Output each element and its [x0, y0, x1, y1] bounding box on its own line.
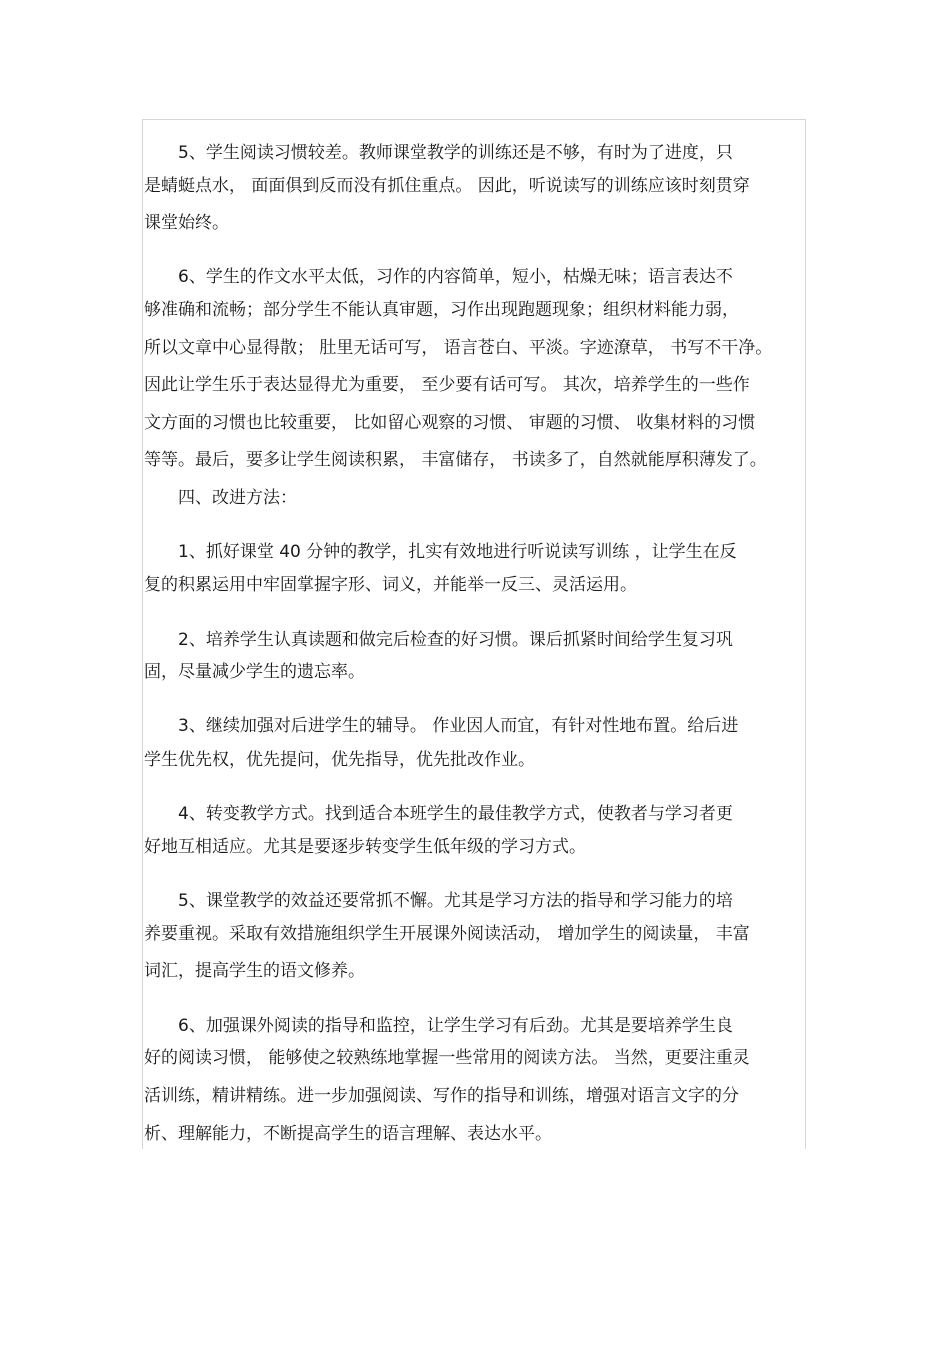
text-line: 词汇，提高学生的语文修养。 [144, 961, 365, 981]
text-line: 够准确和流畅；部分学生不能认真审题，习作出现跑题现象；组织材料能力弱， [144, 300, 739, 320]
text-line: 6、加强课外阅读的指导和监控，让学生学习有后劲。尤其是要培养学生良 [178, 1016, 733, 1036]
text-line: 3、继续加强对后进学生的辅导。 作业因人而宜，有针对性地布置。给后进 [178, 716, 739, 736]
section-heading: 四、改进方法： [178, 488, 297, 508]
text-line: 课堂始终。 [144, 213, 229, 233]
text-line: 活训练，精讲精练。进一步加强阅读、写作的指导和训练，增强对语言文字的分 [144, 1086, 739, 1106]
text-line: 是蜻蜓点水， 面面俱到反而没有抓住重点。 因此，听说读写的训练应该时刻贯穿 [144, 176, 750, 196]
text-line: 文方面的习惯也比较重要， 比如留心观察的习惯、 审题的习惯、 收集材料的习惯 [144, 413, 756, 433]
text-line: 好的阅读习惯， 能够使之较熟练地掌握一些常用的阅读方法。 当然，更要注重灵 [144, 1048, 750, 1068]
text-line: 固，尽量减少学生的遗忘率。 [144, 662, 365, 682]
text-line: 养要重视。采取有效措施组织学生开展课外阅读活动， 增加学生的阅读量， 丰富 [144, 924, 750, 944]
text-line: 5、课堂教学的效益还要常抓不懈。尤其是学习方法的指导和学习能力的培 [178, 891, 733, 911]
text-line: 因此让学生乐于表达显得尤为重要， 至少要有话可写。 其次，培养学生的一些作 [144, 375, 750, 395]
text-line: 学生优先权，优先提问，优先指导，优先批改作业。 [144, 750, 535, 770]
text-line: 析、理解能力，不断提高学生的语言理解、表达水平。 [144, 1124, 552, 1144]
text-line: 等等。最后，要多让学生阅读积累， 丰富储存， 书读多了，自然就能厚积薄发了。 [144, 450, 767, 470]
text-line: 1、抓好课堂 40 分钟的教学，扎实有效地进行听说读写训练 ，让学生在反 [178, 542, 737, 562]
text-line: 所以文章中心显得散； 肚里无话可写， 语言苍白、平淡。字迹潦草， 书写不干净。 [144, 338, 773, 358]
text-line: 好地互相适应。尤其是要逐步转变学生低年级的学习方式。 [144, 837, 586, 857]
text-line: 5、学生阅读习惯较差。教师课堂教学的训练还是不够，有时为了进度，只 [178, 143, 733, 163]
text-line: 复的积累运用中牢固掌握字形、词义，并能举一反三、灵活运用。 [144, 575, 637, 595]
text-line: 4、转变教学方式。找到适合本班学生的最佳教学方式，使教者与学习者更 [178, 804, 733, 824]
text-line: 6、学生的作文水平太低，习作的内容简单，短小，枯燥无味；语言表达不 [178, 267, 733, 287]
text-line: 2、培养学生认真读题和做完后检查的好习惯。课后抓紧时间给学生复习巩 [178, 630, 733, 650]
